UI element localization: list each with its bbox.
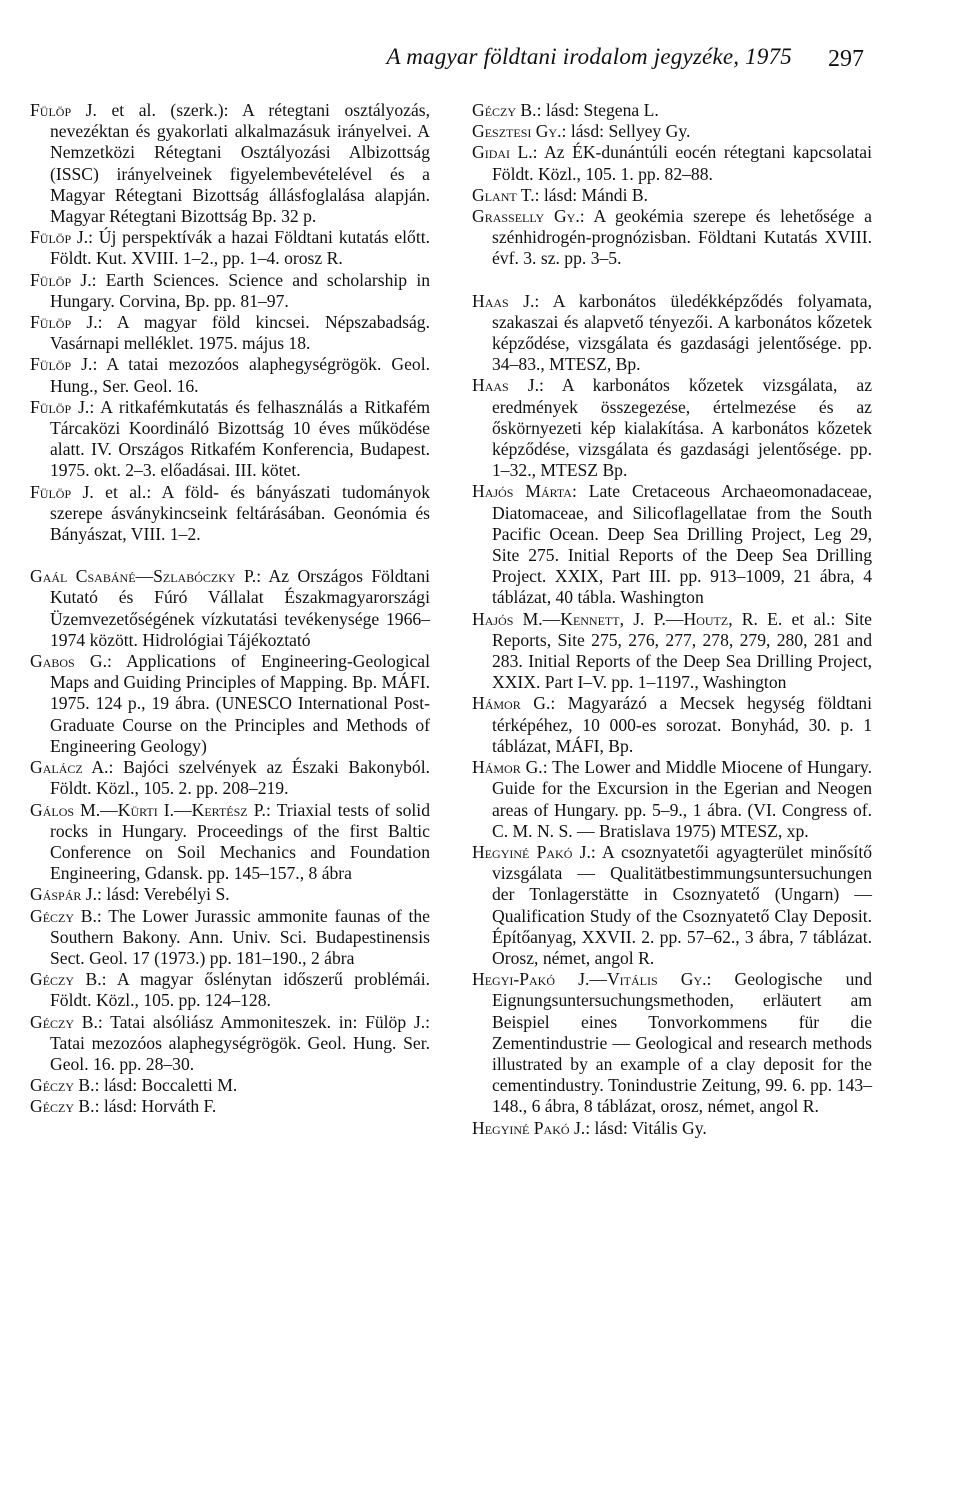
entry-author: Grasselly Gy. (472, 206, 580, 227)
entry-text: : Geologische und Eignungsuntersuchungsmethoden, erläutert am Beispiel eines Tonvorkommens für die Zementindustrie — Geological and research methods illustrated by an example of a clay deposit for the cementindustry. Tonindustrie Zeitung, 99. 6. pp. 143–148., 6 ábra, 8 táblázat, orosz, német, angol R. (492, 969, 872, 1117)
entry-text: : Triaxial tests of solid rocks in Hungary. Proceedings of the first Baltic Conference on Soil Mechanics and Foundation Engineering, Gdansk. pp. 145–157., 8 ábra (50, 799, 430, 884)
section-gap (30, 545, 430, 566)
bibliography-entry (30, 227, 430, 269)
entry-text: : Applications of Engineering-Geological Maps and Guiding Principles of Mapping. Bp. MÁFI. 1975. 124 p., 19 ábra. (UNESCO International Post-Graduate Course on the Principles and Methods of Engineering Geology) (50, 651, 430, 756)
entry-text: : A csoznyatetői agyagterület minősítő vizsgálata — Qualitätbestimmungsuntersuchungen der Tonlagerstätte in Csoznyatető (Ungarn) — Qualification Study of the Csoznyatető Clay Deposit. Építőanyag, XXVII. 2. pp. 57–62., 3 ábra, 7 táblázat. Orosz, német, angol R. (492, 841, 872, 968)
entry-author: Hajós Márta (472, 481, 572, 502)
entry-text: et al. (szerk.): A rétegtani osztályozás, nevezéktan és gyakorlati alkalmazásuk irányelvei. A Nemzetközi Rétegtani Osztályozási Albizottság (ISSC) irányelveinek figyelembevételével és a Magyar Rétegtani Bizottság állásfoglalása alapján. Magyar Rétegtani Bizottság Bp. 32 p. (50, 100, 430, 227)
entry-author: Fülöp J. (30, 312, 98, 333)
entry-author: Fülöp J. (30, 269, 92, 290)
entry-text: : lásd: Verebélyi S. (97, 884, 230, 905)
entry-author: Géczy B. (30, 969, 102, 990)
entry-author: Géczy B. (472, 100, 537, 120)
bibliography-entry (30, 100, 430, 227)
bibliography-entry (472, 142, 872, 184)
entry-text: : lásd: Mándi B. (534, 184, 649, 205)
entry-author: Hegyiné Pakó J. (472, 1117, 586, 1138)
left-column (30, 100, 430, 1118)
bibliography-entry (30, 566, 430, 651)
entry-author: Géczy B. (30, 1011, 98, 1032)
entry-author: Gesztesi Gy. (472, 121, 562, 142)
bibliography-entry (472, 609, 872, 694)
bibliography-entry (30, 397, 430, 482)
bibliography-entry (30, 906, 430, 970)
bibliography-entry (472, 291, 872, 376)
bibliography-entry (472, 100, 872, 121)
entry-text: : lásd: Horváth F. (94, 1096, 217, 1117)
entry-text: : A karbonátos kőzetek vizsgálata, az eredmények összegezése, értelmezése és az őskörnyezeti kép kialakítása. A karbonátos kőzetek képződése, vizsgálata és gazdasági jelentősége. pp. 1–32., MTESZ Bp. (492, 375, 872, 481)
entry-author: Gidai L. (472, 142, 533, 163)
entry-text: : A ritkafémkutatás és felhasználás a Ritkafém Tárcaközi Koordináló Bizottság 10 éves működése alatt. IV. Országos Ritkafém Konferencia, Budapest. 1975. okt. 2–3. előadásai. III. kötet. (50, 396, 431, 481)
bibliography-entry (472, 375, 872, 481)
bibliography-entry (30, 482, 430, 546)
bibliography-entry (472, 206, 872, 270)
bibliography-entry (472, 693, 872, 757)
entry-author: Fülöp J. (30, 396, 90, 417)
page-header (0, 44, 960, 84)
entry-text: : Az ÉK-dunántúli eocén rétegtani kapcsolatai Földt. Közl., 105. 1. pp. 82–88. (492, 142, 872, 184)
entry-author: Haas J. (472, 375, 539, 396)
running-title: A magyar földtani irodalom jegyzéke, 1975 (386, 44, 792, 69)
entry-author: Hegyi-Pakó J.—Vitális Gy. (472, 969, 707, 990)
entry-text: : A magyar föld kincsei. Népszabadság. Vasárnapi melléklet. 1975. május 18. (50, 312, 430, 354)
entry-text: : Az Országos Földtani Kutató és Fúró Vállalat Északmagyarországi Üzemvezetőségének vízkutatási tevékenysége 1966–1974 között. Hidrológiai Tájékoztató (50, 566, 431, 650)
bibliography-entry (472, 121, 872, 142)
entry-author: Fülöp J. (30, 481, 94, 502)
entry-author: Géczy B. (30, 905, 97, 926)
bibliography-entry (30, 884, 430, 905)
entry-author: Glant T. (472, 184, 535, 205)
entry-text: et al.: A föld- és bányászati tudományok szerepe ásványkincseink feltárásában. Geonómia és Bányászat, VIII. 1–2. (50, 481, 430, 545)
bibliography-entry (30, 757, 430, 799)
entry-text: : lásd: Sellyey Gy. (561, 121, 691, 142)
bibliography-entry (30, 1096, 430, 1117)
section-gap (472, 270, 872, 291)
entry-text: et al.: Site Reports, Site 275, 276, 277, 278, 279, 280, 281 and 283. Initial Reports of the Deep Sea Drilling Project, XXIX. Part I–V. pp. 1–1197., Washington (492, 608, 872, 693)
entry-text: : A karbonátos üledékképződés folyamata, szakaszai és alapvető tényezői. A karbonátos kőzetek képződése, vizsgálata és gazdasági jelentősége. pp. 34–83., MTESZ, Bp. (492, 290, 872, 375)
entry-text: : lásd: Boccaletti M. (94, 1075, 238, 1096)
bibliography-entry (472, 842, 872, 969)
bibliography-entry (30, 969, 430, 1011)
entry-author: Géczy B. (30, 1096, 95, 1117)
page-number: 297 (828, 46, 864, 72)
bibliography-entry (472, 185, 872, 206)
entry-text: : The Lower and Middle Miocene of Hungary. Guide for the Excursion in the Egerian and Neogen areas of Hungary. pp. 5–9., 1 ábra. (VI. Congress of. C. M. N. S. — Bratislava 1975) MTESZ, xp. (492, 757, 872, 841)
entry-author: Galácz A. (30, 757, 109, 778)
entry-text: : Tatai alsóliász Ammoniteszek. in: Fülöp J.: Tatai mezozóos alaphegységrögök. Geol. Hung. Ser. Geol. 16. pp. 28–30. (50, 1011, 430, 1074)
bibliography-entry (472, 481, 872, 608)
bibliography-entry (30, 800, 430, 885)
right-column (472, 100, 872, 1139)
entry-text: : Late Cretaceous Archaeomonadaceae, Diatomaceae, and Silicoflagellatae from the South Pacific Ocean. Deep Sea Drilling Project, Leg 29, Site 275. Initial Reports of the Deep Sea Drilling Project. XXIX, Part III. pp. 913–1009, 21 ábra, 4 táblázat, 40 tábla. Washington (492, 481, 872, 608)
bibliography-entry (30, 1012, 430, 1076)
entry-text: : Új perspektívák a hazai Földtani kutatás előtt. Földt. Kut. XVIII. 1–2., pp. 1–4. orosz R. (50, 227, 430, 269)
bibliography-entry (30, 354, 430, 396)
entry-author: Fülöp J. (30, 100, 97, 120)
entry-author: Hámor G. (472, 693, 551, 714)
bibliography-entry (30, 1075, 430, 1096)
entry-author: Gaál Csabáné—Szlabóczky P. (30, 566, 257, 587)
bibliography-entry (30, 312, 430, 354)
entry-author: Gálos M.—Kürti I.—Kertész P. (30, 799, 266, 820)
entry-text: : A magyar őslénytan időszerű problémái. Földt. Közl., 105. pp. 124–128. (50, 969, 430, 1011)
bibliography-entry (30, 651, 430, 757)
entry-text: : Bajóci szelvények az Északi Bakonyból. Földt. Közl., 105. 2. pp. 208–219. (50, 757, 430, 799)
entry-text: : Magyarázó a Mecsek hegység földtani térképéhez, 10 000-es sorozat. Bonyhád, 30. p. 1 táblázat, MÁFI, Bp. (492, 693, 872, 756)
entry-author: Fülöp J. (30, 227, 89, 248)
entry-author: Hajós M.—Kennett, J. P.—Houtz, R. E. (472, 608, 783, 629)
entry-author: Gáspár J. (30, 884, 98, 905)
bibliography-entry (472, 757, 872, 842)
bibliography-entry (472, 1118, 872, 1139)
entry-text: : The Lower Jurassic ammonite faunas of the Southern Bakony. Ann. Univ. Sci. Budapestinensis Sect. Geol. 17 (1973.) pp. 181–190., 2 ábra (50, 905, 430, 968)
entry-author: Hámor G. (472, 757, 543, 778)
entry-text: : lásd: Vitális Gy. (585, 1117, 707, 1138)
entry-author: Haas J. (472, 290, 535, 311)
entry-author: Gabos G. (30, 651, 107, 672)
bibliography-entry (30, 270, 430, 312)
entry-author: Hegyiné Pakó J. (472, 841, 591, 862)
entry-text: : Earth Sciences. Science and scholarship in Hungary. Corvina, Bp. pp. 81–97. (50, 269, 430, 311)
entry-author: Géczy B. (30, 1075, 95, 1096)
entry-text: : lásd: Stegena L. (536, 100, 659, 120)
entry-text: : A geokémia szerepe és lehetősége a szénhidrogén-prognózisban. Földtani Kutatás XVIII. évf. 3. sz. pp. 3–5. (492, 206, 872, 269)
entry-text: : A tatai mezozóos alaphegységrögök. Geol. Hung., Ser. Geol. 16. (50, 354, 431, 396)
entry-author: Fülöp J. (30, 354, 93, 375)
bibliography-entry (472, 969, 872, 1117)
